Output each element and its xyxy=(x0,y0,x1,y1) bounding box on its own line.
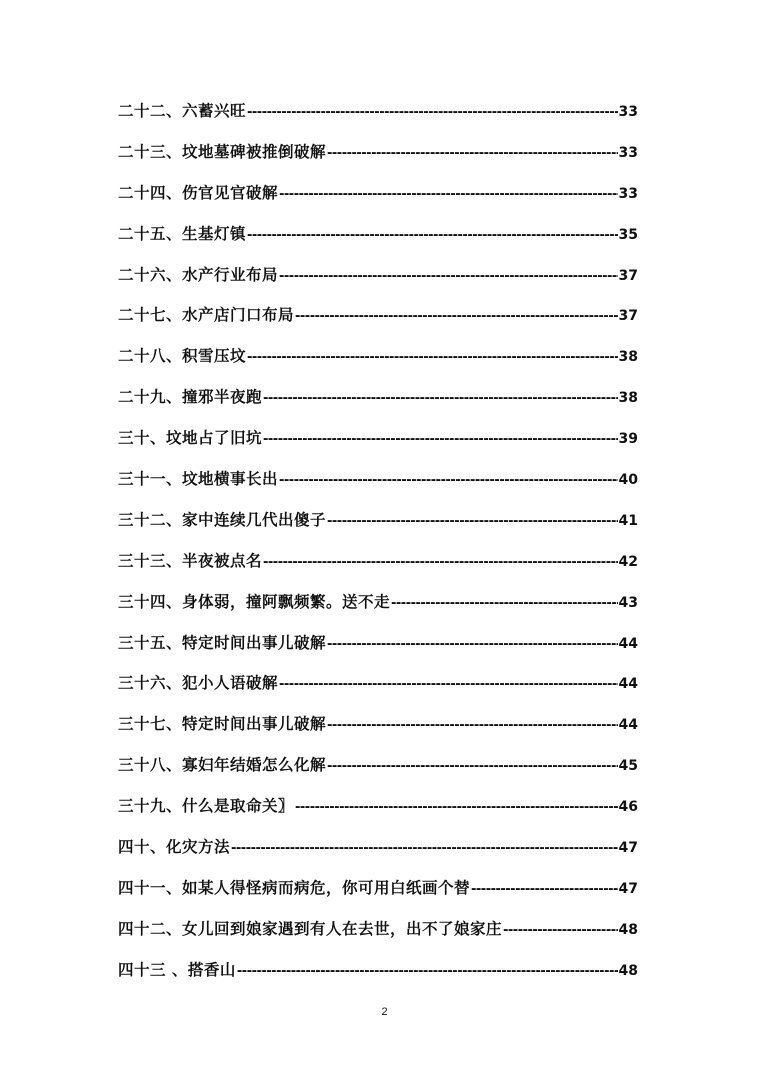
toc-entry-title: 三十八、寡妇年结婚怎么化解 xyxy=(118,756,327,775)
toc-entry-page-number: 44 xyxy=(618,676,638,693)
toc-entry-page-number: 38 xyxy=(618,349,638,366)
toc-entry[interactable] xyxy=(118,591,638,632)
toc-entry-page-number: 33 xyxy=(618,185,638,202)
toc-entry-page-number: 43 xyxy=(618,594,638,611)
toc-entry[interactable] xyxy=(118,959,638,1000)
toc-dot-leader xyxy=(391,593,618,615)
toc-dot-leader xyxy=(279,470,618,492)
toc-entry[interactable] xyxy=(118,713,638,754)
toc-dot-leader xyxy=(231,838,618,860)
toc-entry-title: 三十三、半夜被点名 xyxy=(118,551,263,570)
toc-entry-title: 四十一、如某人得怪病而病危，你可用白纸画个替 xyxy=(118,878,471,897)
toc-entry-title: 三十、坟地占了旧坑 xyxy=(118,429,263,448)
toc-entry-title: 四十、化灾方法 xyxy=(118,838,231,857)
toc-dot-leader xyxy=(279,266,618,288)
toc-dot-leader xyxy=(247,347,618,369)
toc-entry[interactable] xyxy=(118,754,638,795)
toc-entry-title: 二十三、坟地墓碑被推倒破解 xyxy=(118,142,327,161)
toc-entry[interactable] xyxy=(118,672,638,713)
toc-entry[interactable] xyxy=(118,509,638,550)
toc-entry-title: 二十九、撞邪半夜跑 xyxy=(118,388,263,407)
toc-dot-leader xyxy=(279,674,618,696)
toc-entry[interactable] xyxy=(118,345,638,386)
toc-entry-page-number: 33 xyxy=(618,104,638,120)
toc-entry-page-number: 35 xyxy=(618,226,638,243)
toc-entry-page-number: 44 xyxy=(618,717,638,734)
toc-entry-page-number: 37 xyxy=(618,308,638,325)
toc-entry-title: 二十二、六蓄兴旺 xyxy=(118,102,247,120)
toc-entry-title: 二十七、水产店门口布局 xyxy=(118,306,295,325)
toc-entry[interactable] xyxy=(118,100,638,141)
toc-entry[interactable] xyxy=(118,427,638,468)
toc-entry-page-number: 48 xyxy=(618,962,638,979)
page-number: 2 xyxy=(381,1006,388,1018)
toc-entry[interactable] xyxy=(118,304,638,345)
toc-entry-page-number: 42 xyxy=(618,553,638,570)
toc-entry-title: 四十三 、搭香山 xyxy=(118,960,236,979)
toc-dot-leader xyxy=(279,184,618,206)
toc-dot-leader xyxy=(471,879,618,901)
toc-dot-leader xyxy=(503,920,618,942)
toc-entry-page-number: 37 xyxy=(618,267,638,284)
toc-entry-title: 三十五、特定时间出事儿破解 xyxy=(118,633,327,652)
toc-entry-page-number: 44 xyxy=(618,635,638,652)
toc-entry[interactable] xyxy=(118,877,638,918)
toc-entry[interactable] xyxy=(118,223,638,264)
toc-dot-leader xyxy=(327,715,618,737)
toc-entry[interactable] xyxy=(118,918,638,959)
toc-entry-page-number: 39 xyxy=(618,431,638,448)
toc-entry-page-number: 41 xyxy=(618,512,638,529)
toc-entry[interactable] xyxy=(118,386,638,427)
toc-entry[interactable] xyxy=(118,632,638,673)
toc-entry-page-number: 33 xyxy=(618,144,638,161)
toc-entry-title: 三十一、坟地横事长出 xyxy=(118,470,279,489)
table-of-contents xyxy=(118,100,638,1000)
toc-dot-leader xyxy=(263,429,618,451)
toc-entry[interactable] xyxy=(118,264,638,305)
toc-entry-title: 二十八、积雪压坟 xyxy=(118,347,247,366)
toc-entry-title: 二十五、生基灯镇 xyxy=(118,224,247,243)
toc-entry-page-number: 48 xyxy=(618,921,638,938)
toc-entry-title: 四十二、女儿回到娘家遇到有人在去世，出不了娘家庄 xyxy=(118,919,503,938)
toc-dot-leader xyxy=(263,552,618,574)
toc-entry[interactable] xyxy=(118,836,638,877)
toc-dot-leader xyxy=(263,388,618,410)
toc-entry-title: 三十四、身体弱，撞阿飘频繁。送不走 xyxy=(118,592,391,611)
toc-entry-title: 三十二、家中连续几代出傻子 xyxy=(118,510,327,529)
toc-entry-page-number: 47 xyxy=(618,880,638,897)
toc-dot-leader xyxy=(327,143,618,165)
toc-entry[interactable] xyxy=(118,468,638,509)
toc-dot-leader xyxy=(295,797,618,819)
toc-entry[interactable] xyxy=(118,795,638,836)
toc-entry-title: 三十七、特定时间出事儿破解 xyxy=(118,715,327,734)
toc-entry[interactable] xyxy=(118,182,638,223)
toc-entry-title: 二十六、水产行业布局 xyxy=(118,265,279,284)
toc-dot-leader xyxy=(327,511,618,533)
toc-entry[interactable] xyxy=(118,550,638,591)
toc-dot-leader xyxy=(247,225,618,247)
toc-entry-title: 三十九、什么是取命关〗 xyxy=(118,797,295,816)
toc-entry-page-number: 47 xyxy=(618,840,638,857)
toc-dot-leader xyxy=(237,961,618,983)
toc-entry-page-number: 40 xyxy=(618,472,638,489)
toc-dot-leader xyxy=(327,756,618,778)
toc-entry[interactable] xyxy=(118,141,638,182)
toc-dot-leader xyxy=(247,102,618,124)
toc-dot-leader xyxy=(295,306,618,328)
toc-entry-page-number: 45 xyxy=(618,758,638,775)
toc-entry-page-number: 46 xyxy=(618,799,638,816)
toc-entry-title: 二十四、伤官见官破解 xyxy=(118,183,279,202)
toc-entry-title: 三十六、犯小人语破解 xyxy=(118,674,279,693)
toc-entry-page-number: 38 xyxy=(618,390,638,407)
toc-dot-leader xyxy=(327,634,618,656)
